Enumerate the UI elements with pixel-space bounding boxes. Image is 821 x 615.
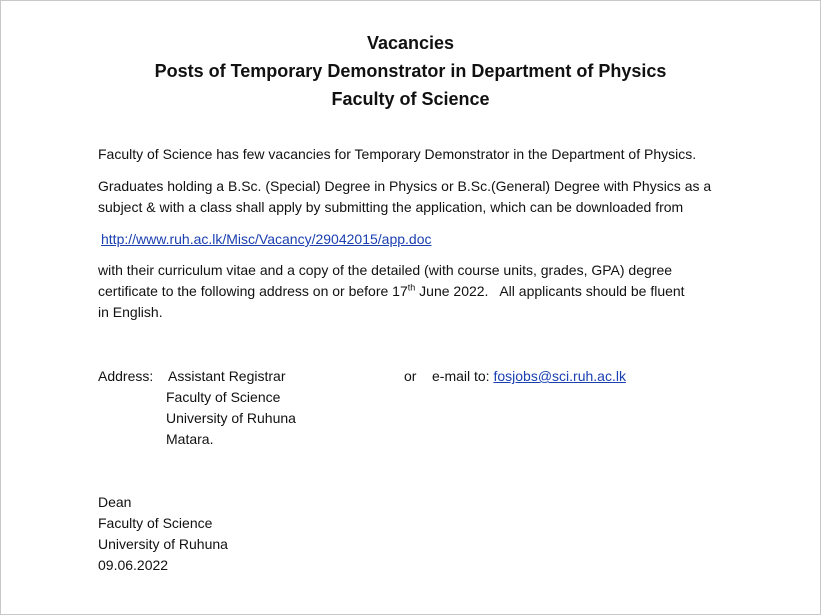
heading-post-title: Posts of Temporary Demonstrator in Department of Physics — [154, 61, 667, 81]
cv-line-3: in English. — [98, 304, 163, 320]
address-label: Address: — [98, 368, 154, 384]
signoff-block — [98, 492, 228, 576]
signoff-faculty: Faculty of Science — [98, 515, 213, 531]
application-download-link[interactable]: http://www.ruh.ac.lk/Misc/Vacancy/29042015/app.doc — [101, 231, 432, 247]
ordinal-suffix: th — [407, 282, 416, 293]
signoff-date: 09.06.2022 — [98, 557, 169, 573]
intro-paragraph: Faculty of Science has few vacancies for Temporary Demonstrator in the Department of Physics. — [98, 146, 697, 162]
document-heading — [1, 29, 820, 113]
signoff-university: University of Ruhuna — [98, 536, 228, 552]
heading-faculty: Faculty of Science — [331, 89, 490, 109]
email-line — [432, 366, 626, 387]
or-separator: or — [404, 368, 417, 384]
address-line-university: University of Ruhuna — [166, 410, 296, 426]
email-label: e-mail to: — [432, 368, 494, 384]
heading-vacancies: Vacancies — [366, 33, 455, 53]
cv-line-2-start: certificate to the following address on or before 17 — [98, 283, 408, 299]
signoff-title: Dean — [98, 494, 132, 510]
email-link[interactable]: fosjobs@sci.ruh.ac.lk — [493, 368, 626, 384]
graduates-paragraph — [98, 176, 711, 218]
address-block — [166, 366, 296, 450]
graduates-line-2: subject & with a class shall apply by submitting the application, which can be downloaded from — [98, 199, 684, 215]
graduates-line-1: Graduates holding a B.Sc. (Special) Degree in Physics or B.Sc.(General) Degree with Physics as a — [98, 178, 712, 194]
cv-line-2 — [98, 281, 685, 302]
cv-line-1: with their curriculum vitae and a copy of the detailed (with course units, grades, GPA) degree — [98, 262, 673, 278]
address-line-registrar: Assistant Registrar — [168, 368, 286, 384]
address-line-city: Matara. — [166, 431, 214, 447]
address-line-faculty: Faculty of Science — [166, 389, 281, 405]
application-link-line — [101, 229, 431, 250]
cv-line-2-end: June 2022. All applicants should be fluent — [415, 283, 685, 299]
cv-paragraph — [98, 260, 685, 323]
